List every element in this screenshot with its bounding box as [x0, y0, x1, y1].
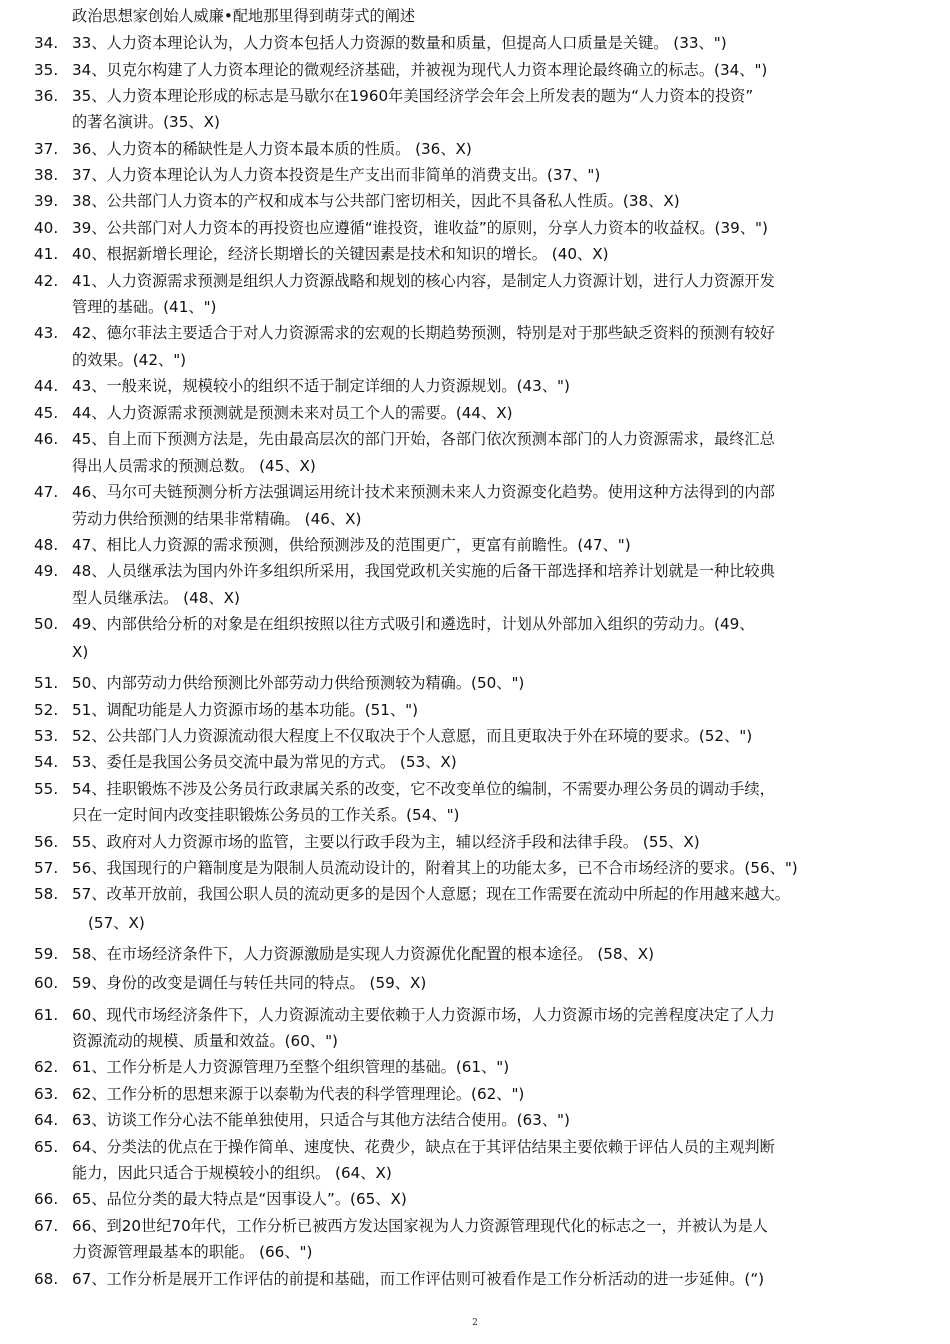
line-14 [0, 373, 950, 399]
item-text: 劳动力供给预测的结果非常精确。 (46、X) [72, 510, 362, 528]
line-4 [0, 109, 950, 135]
item-text: 33、人力资本理论认为，人力资本包括人力资源的数量和质量，但提高人口质量是关键。 (33、") [72, 34, 727, 52]
item-text: 的效果。(42、") [72, 351, 187, 369]
item-number: 35. [34, 61, 59, 79]
page-number: 2 [472, 1318, 478, 1328]
line-23 [0, 611, 950, 637]
line-31 [0, 829, 950, 855]
item-text: (57、X) [88, 914, 145, 932]
item-text: 44、人力资源需求预测就是预测未来对员工个人的需要。(44、X) [72, 404, 513, 422]
item-number: 59. [34, 945, 59, 963]
line-7 [0, 188, 950, 214]
item-number: 54. [34, 753, 59, 771]
line-22 [0, 585, 950, 611]
item-number: 62. [34, 1058, 59, 1076]
item-text: 资源流动的规模、质量和效益。(60、") [72, 1032, 338, 1050]
item-text: 60、现代市场经济条件下，人力资源流动主要依赖于人力资源市场，人力资源市场的完善程度决定了人力 [72, 1006, 775, 1024]
item-number: 53. [34, 727, 59, 745]
line-5 [0, 136, 950, 162]
item-text: 53、委任是我国公务员交流中最为常见的方式。 (53、X) [72, 753, 457, 771]
line-13 [0, 347, 950, 373]
item-text: 56、我国现行的户籍制度是为限制人员流动设计的，附着其上的功能太多，已不合市场经济的要求。(56、") [72, 859, 798, 877]
item-text: 67、工作分析是展开工作评估的前提和基础，而工作评估则可被看作是工作分析活动的进一步延伸。(“) [72, 1270, 765, 1288]
item-text: 46、马尔可夫链预测分析方法强调运用统计技术来预测未来人力资源变化趋势。使用这种方法得到的内部 [72, 483, 775, 501]
item-text: 55、政府对人力资源市场的监管，主要以行政手段为主，辅以经济手段和法律手段。 (55、X) [72, 833, 700, 851]
line-35 [0, 941, 950, 967]
line-46 [0, 1239, 950, 1265]
item-number: 45. [34, 404, 59, 422]
line-9 [0, 241, 950, 267]
item-number: 48. [34, 536, 59, 554]
line-21 [0, 558, 950, 584]
item-text: 47、相比人力资源的需求预测，供给预测涉及的范围更广，更富有前瞻性。(47、") [72, 536, 631, 554]
line-38 [0, 1028, 950, 1054]
item-number: 68. [34, 1270, 59, 1288]
item-text: 65、品位分类的最大特点是“因事设人”。(65、X) [72, 1190, 407, 1208]
item-text: 34、贝克尔构建了人力资本理论的微观经济基础，并被视为现代人力资本理论最终确立的标志。(34、") [72, 61, 768, 79]
line-45 [0, 1213, 950, 1239]
item-number: 44. [34, 377, 59, 395]
item-text: 37、人力资本理论认为人力资本投资是生产支出而非简单的消费支出。(37、") [72, 166, 601, 184]
item-text: 36、人力资本的稀缺性是人力资本最本质的性质。 (36、X) [72, 140, 472, 158]
item-number: 61. [34, 1006, 59, 1024]
item-number: 43. [34, 324, 59, 342]
line-2 [0, 57, 950, 83]
line-20 [0, 532, 950, 558]
line-19 [0, 506, 950, 532]
item-text: 58、在市场经济条件下，人力资源激励是实现人力资源优化配置的根本途径。 (58、X) [72, 945, 655, 963]
line-25 [0, 670, 950, 696]
line-37 [0, 1002, 950, 1028]
line-36 [0, 970, 950, 996]
line-43 [0, 1160, 950, 1186]
line-39 [0, 1054, 950, 1080]
line-41 [0, 1107, 950, 1133]
item-number: 47. [34, 483, 59, 501]
item-text: 57、改革开放前，我国公职人员的流动更多的是因个人意愿；现在工作需要在流动中所起的作用越来越大。 [72, 885, 790, 903]
line-12 [0, 320, 950, 346]
line-8 [0, 215, 950, 241]
item-text: 50、内部劳动力供给预测比外部劳动力供给预测较为精确。(50、") [72, 674, 525, 692]
item-text: 51、调配功能是人力资源市场的基本功能。(51、") [72, 701, 419, 719]
item-number: 60. [34, 974, 59, 992]
line-29 [0, 776, 950, 802]
item-text: 48、人员继承法为国内外许多组织所采用，我国党政机关实施的后备干部选择和培养计划就是一种比较典 [72, 562, 775, 580]
line-0 [0, 3, 950, 29]
line-11 [0, 294, 950, 320]
item-text: 管理的基础。(41、") [72, 298, 217, 316]
line-6 [0, 162, 950, 188]
item-text: 政治思想家创始人威廉•配地那里得到萌芽式的阐述 [72, 7, 416, 25]
item-text: 49、内部供给分析的对象是在组织按照以往方式吸引和遴选时，计划从外部加入组织的劳动力。(49、 [72, 615, 755, 633]
line-24 [0, 639, 950, 665]
item-number: 57. [34, 859, 59, 877]
item-number: 34. [34, 34, 59, 52]
line-40 [0, 1081, 950, 1107]
item-text: 35、人力资本理论形成的标志是马歇尔在1960年美国经济学会年会上所发表的题为“人力资本的投资” [72, 87, 754, 105]
item-text: 54、挂职锻炼不涉及公务员行政隶属关系的改变，它不改变单位的编制，不需要办理公务员的调动手续， [72, 780, 775, 798]
item-text: 得出人员需求的预测总数。 (45、X) [72, 457, 316, 475]
line-27 [0, 723, 950, 749]
item-text: 63、访谈工作分心法不能单独使用，只适合与其他方法结合使用。(63、") [72, 1111, 570, 1129]
item-number: 40. [34, 219, 59, 237]
item-text: 只在一定时间内改变挂职锻炼公务员的工作关系。(54、") [72, 806, 460, 824]
item-text: 45、自上而下预测方法是，先由最高层次的部门开始，各部门依次预测本部门的人力资源需求，最终汇总 [72, 430, 775, 448]
line-34 [0, 910, 950, 936]
item-number: 64. [34, 1111, 59, 1129]
line-26 [0, 697, 950, 723]
item-number: 56. [34, 833, 59, 851]
item-text: 39、公共部门对人力资本的再投资也应遵循“谁投资，谁收益”的原则，分享人力资本的收益权。(39、") [72, 219, 768, 237]
line-10 [0, 268, 950, 294]
item-number: 67. [34, 1217, 59, 1235]
line-1 [0, 30, 950, 56]
item-text: 66、到20世纪70年代，工作分析已被西方发达国家视为人力资源管理现代化的标志之一，并被认为是人 [72, 1217, 768, 1235]
item-text: 52、公共部门人力资源流动很大程度上不仅取决于个人意愿，而且更取决于外在环境的要求。(52、") [72, 727, 753, 745]
line-32 [0, 855, 950, 881]
line-17 [0, 453, 950, 479]
line-16 [0, 426, 950, 452]
item-text: 41、人力资源需求预测是组织人力资源战略和规划的核心内容，是制定人力资源计划，进行人力资源开发 [72, 272, 775, 290]
line-18 [0, 479, 950, 505]
item-number: 41. [34, 245, 59, 263]
item-number: 55. [34, 780, 59, 798]
line-42 [0, 1134, 950, 1160]
item-text: 61、工作分析是人力资源管理乃至整个组织管理的基础。(61、") [72, 1058, 510, 1076]
item-number: 58. [34, 885, 59, 903]
line-15 [0, 400, 950, 426]
line-3 [0, 83, 950, 109]
item-number: 66. [34, 1190, 59, 1208]
item-number: 63. [34, 1085, 59, 1103]
item-text: 的著名演讲。(35、X) [72, 113, 220, 131]
item-number: 36. [34, 87, 59, 105]
item-number: 39. [34, 192, 59, 210]
line-28 [0, 749, 950, 775]
item-number: 46. [34, 430, 59, 448]
item-number: 37. [34, 140, 59, 158]
item-number: 65. [34, 1138, 59, 1156]
item-text: 64、分类法的优点在于操作简单、速度快、花费少，缺点在于其评估结果主要依赖于评估人员的主观判断 [72, 1138, 775, 1156]
item-text: 能力，因此只适合于规模较小的组织。 (64、X) [72, 1164, 392, 1182]
item-number: 42. [34, 272, 59, 290]
item-text: 力资源管理最基本的职能。 (66、") [72, 1243, 313, 1261]
item-text: 38、公共部门人力资本的产权和成本与公共部门密切相关，因此不具备私人性质。(38、X) [72, 192, 680, 210]
item-number: 52. [34, 701, 59, 719]
item-number: 38. [34, 166, 59, 184]
item-text: 42、德尔菲法主要适合于对人力资源需求的宏观的长期趋势预测，特别是对于那些缺乏资料的预测有较好 [72, 324, 775, 342]
item-number: 50. [34, 615, 59, 633]
item-text: 40、根据新增长理论，经济长期增长的关键因素是技术和知识的增长。 (40、X) [72, 245, 609, 263]
line-47 [0, 1266, 950, 1292]
item-text: 62、工作分析的思想来源于以泰勒为代表的科学管理理论。(62、") [72, 1085, 525, 1103]
item-text: X) [72, 643, 89, 661]
item-number: 49. [34, 562, 59, 580]
item-text: 43、一般来说，规模较小的组织不适于制定详细的人力资源规划。(43、") [72, 377, 570, 395]
item-text: 型人员继承法。 (48、X) [72, 589, 240, 607]
item-text: 59、身份的改变是调任与转任共同的特点。 (59、X) [72, 974, 427, 992]
line-33 [0, 881, 950, 907]
line-44 [0, 1186, 950, 1212]
item-number: 51. [34, 674, 59, 692]
line-30 [0, 802, 950, 828]
